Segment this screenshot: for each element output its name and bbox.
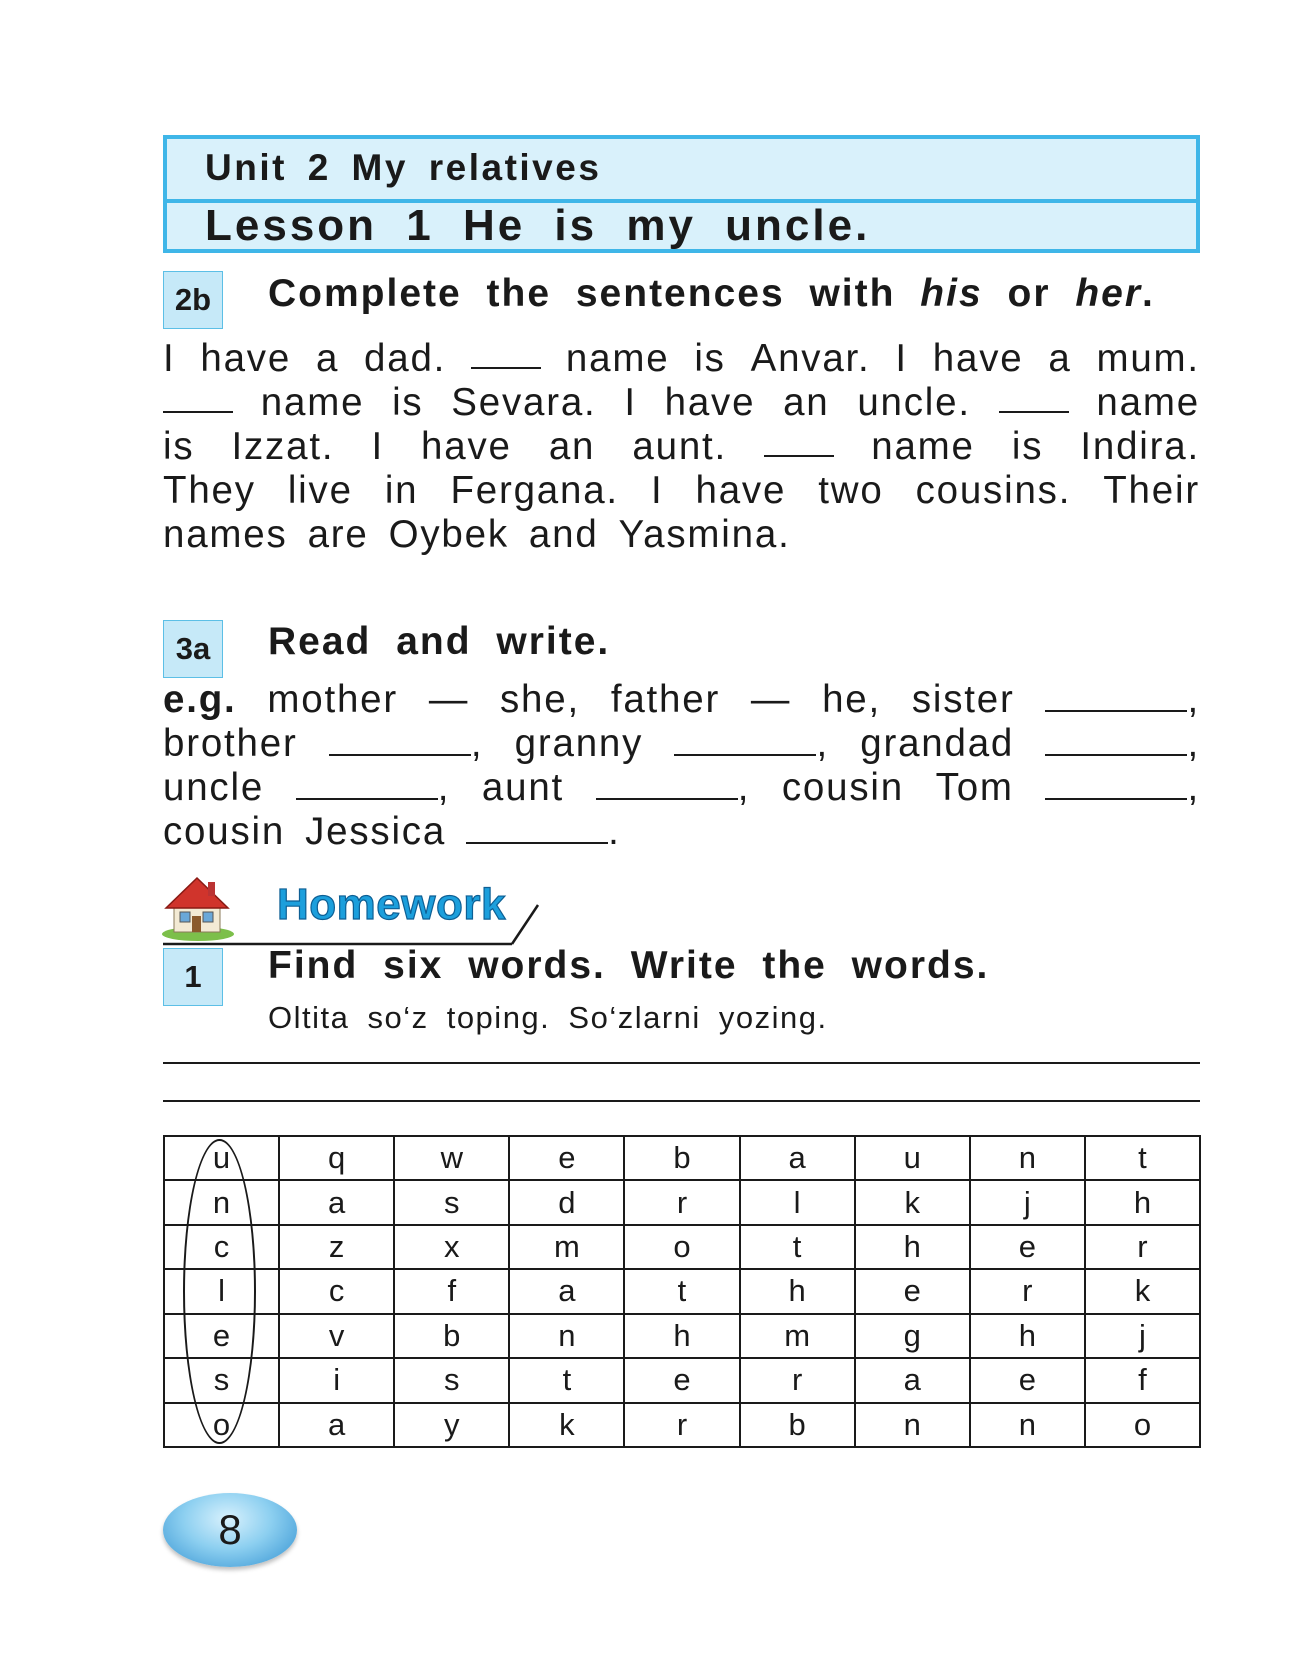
paragraph-line [163, 722, 1200, 766]
grid-cell[interactable]: c [279, 1269, 394, 1313]
word: cousins. [915, 469, 1072, 512]
word: is [163, 425, 195, 468]
word: have [695, 469, 787, 512]
word: is [1011, 425, 1044, 468]
word: sister [911, 678, 1015, 721]
grid-cell[interactable]: t [740, 1225, 855, 1269]
grid-cell[interactable]: u [855, 1136, 970, 1180]
answer-blank[interactable] [596, 768, 738, 800]
word: two [818, 469, 884, 512]
grid-cell[interactable]: d [509, 1180, 624, 1224]
grid-cell[interactable]: t [624, 1269, 739, 1313]
paragraph-line [163, 337, 1200, 381]
word: — [428, 678, 470, 721]
word: They [163, 469, 256, 512]
exercise-number-1: 1 [163, 948, 223, 1006]
writing-line[interactable] [163, 1062, 1200, 1064]
title-text: . [1142, 272, 1155, 315]
answer-blank[interactable] [1045, 680, 1187, 712]
exercise-subtitle-1: Oltita so‘z toping. So‘zlarni yozing. [268, 1000, 828, 1035]
word: I [163, 337, 176, 380]
grid-cell[interactable]: w [394, 1136, 509, 1180]
word: Sevara. [451, 381, 597, 424]
title-text: or [982, 272, 1076, 315]
house-icon [162, 878, 234, 941]
grid-cell[interactable]: j [1085, 1314, 1200, 1358]
paragraph-line [163, 766, 1200, 810]
comma: , [1187, 766, 1200, 809]
word: have [664, 381, 756, 424]
grid-cell[interactable]: i [279, 1358, 394, 1402]
grid-row [164, 1136, 1200, 1180]
grid-cell[interactable]: k [509, 1403, 624, 1447]
word: have [200, 337, 292, 380]
word-search-grid [163, 1135, 1201, 1448]
word: name [260, 381, 365, 424]
grid-cell[interactable]: a [509, 1269, 624, 1313]
word: name [871, 425, 975, 468]
grid-cell[interactable]: s [394, 1358, 509, 1402]
grid-cell[interactable]: e [970, 1358, 1085, 1402]
grid-cell[interactable]: b [394, 1314, 509, 1358]
word: cousin [781, 766, 904, 809]
unit-title: Unit 2 My relatives [167, 139, 1196, 203]
word: have [932, 337, 1024, 380]
grid-cell[interactable]: e [970, 1225, 1085, 1269]
word: grandad [860, 722, 1015, 765]
word: an [783, 381, 830, 424]
grid-cell[interactable]: x [394, 1225, 509, 1269]
grid-cell[interactable]: h [740, 1269, 855, 1313]
word: I [624, 381, 637, 424]
answer-blank[interactable] [466, 812, 608, 844]
grid-cell[interactable]: g [855, 1314, 970, 1358]
word: uncle [163, 766, 265, 809]
grid-cell[interactable]: m [740, 1314, 855, 1358]
comma: , [816, 722, 829, 765]
word: dad. [364, 337, 447, 380]
word: I [371, 425, 384, 468]
word: and [528, 513, 599, 556]
title-his: his [920, 272, 983, 315]
grid-cell[interactable]: j [970, 1180, 1085, 1224]
grid-cell[interactable]: b [624, 1136, 739, 1180]
word: brother [163, 722, 298, 765]
exercise-number-2b: 2b [163, 271, 223, 329]
grid-cell[interactable]: s [394, 1180, 509, 1224]
answer-blank[interactable] [764, 425, 834, 457]
comma: , [470, 722, 484, 765]
grid-cell[interactable]: r [740, 1358, 855, 1402]
grid-cell[interactable]: t [509, 1358, 624, 1402]
grid-cell[interactable]: n [855, 1403, 970, 1447]
grid-cell[interactable]: e [624, 1358, 739, 1402]
grid-cell[interactable]: k [1085, 1269, 1200, 1313]
grid-cell[interactable]: s [164, 1358, 279, 1402]
homework-banner [160, 868, 580, 948]
grid-cell[interactable]: l [164, 1269, 279, 1313]
grid-cell[interactable]: r [624, 1180, 739, 1224]
grid-row [164, 1314, 1200, 1358]
exercise-3a-text [163, 678, 1200, 854]
grid-cell[interactable]: a [855, 1358, 970, 1402]
grid-cell[interactable]: a [279, 1403, 394, 1447]
grid-cell[interactable]: f [1085, 1358, 1200, 1402]
word: Yasmina. [618, 513, 791, 556]
word: Fergana. [450, 469, 619, 512]
title-her: her [1075, 272, 1143, 315]
grid-cell[interactable]: q [279, 1136, 394, 1180]
homework-title: Homework [277, 880, 506, 929]
grid-cell[interactable]: h [1085, 1180, 1200, 1224]
word: Anvar. [750, 337, 871, 380]
grid-cell[interactable]: h [970, 1314, 1085, 1358]
word: an [548, 425, 596, 468]
paragraph-line [163, 381, 1200, 425]
word: mum. [1096, 337, 1200, 380]
word: I [650, 469, 664, 512]
word: father [610, 678, 721, 721]
lesson-title: Lesson 1 He is my uncle. [205, 201, 871, 250]
word: uncle. [857, 381, 971, 424]
grid-cell[interactable]: r [624, 1403, 739, 1447]
grid-cell[interactable]: z [279, 1225, 394, 1269]
paragraph-line [163, 469, 1200, 513]
comma: , [737, 766, 751, 809]
word: a [1048, 337, 1072, 380]
grid-cell[interactable]: n [509, 1314, 624, 1358]
period: . [608, 810, 621, 853]
grid-cell[interactable]: h [855, 1225, 970, 1269]
grid-cell[interactable]: e [509, 1136, 624, 1180]
grid-row [164, 1358, 1200, 1402]
grid-row [164, 1269, 1200, 1313]
grid-cell[interactable]: m [509, 1225, 624, 1269]
word: Oybek [388, 513, 509, 556]
word: granny [514, 722, 644, 765]
grid-cell[interactable]: c [164, 1225, 279, 1269]
exercise-title-1: Find six words. Write the words. [268, 944, 990, 987]
word: Izzat. [231, 425, 335, 468]
grid-row [164, 1180, 1200, 1224]
grid-cell[interactable]: e [855, 1269, 970, 1313]
word: he, [822, 678, 881, 721]
grid-cell[interactable]: r [1085, 1225, 1200, 1269]
word: is [392, 381, 424, 424]
answer-blank[interactable] [163, 381, 233, 413]
grid-cell[interactable]: y [394, 1403, 509, 1447]
answer-blank[interactable] [1045, 768, 1187, 800]
comma: , [1187, 678, 1200, 721]
word: Indira. [1080, 425, 1200, 468]
grid-cell[interactable]: o [164, 1403, 279, 1447]
answer-blank[interactable] [674, 724, 816, 756]
exercise-title-2b [268, 272, 1155, 316]
word: Jessica [305, 810, 447, 853]
word: live [287, 469, 353, 512]
grid-cell[interactable]: u [164, 1136, 279, 1180]
grid-cell[interactable]: v [279, 1314, 394, 1358]
exercise-number-3a: 3a [163, 620, 223, 678]
title-text: Complete the sentences with [268, 272, 921, 315]
answer-blank[interactable] [999, 381, 1069, 413]
exercise-2b-paragraph [163, 337, 1200, 557]
paragraph-line [163, 678, 1200, 722]
word: is [694, 337, 726, 380]
word: Tom [935, 766, 1014, 809]
paragraph-line [163, 810, 1200, 854]
grid-row [164, 1225, 1200, 1269]
word: Their [1103, 469, 1200, 512]
grid-cell[interactable]: a [740, 1136, 855, 1180]
grid-cell[interactable]: t [1085, 1136, 1200, 1180]
grid-cell[interactable]: e [164, 1314, 279, 1358]
word: name [1096, 381, 1200, 424]
word: I [895, 337, 908, 380]
word: are [307, 513, 369, 556]
word: names [163, 513, 288, 556]
grid-cell[interactable]: o [624, 1225, 739, 1269]
page-number: 8 [163, 1493, 297, 1567]
word: she, [500, 678, 580, 721]
grid-cell[interactable]: n [164, 1180, 279, 1224]
word: mother [267, 678, 398, 721]
word: cousin [163, 810, 286, 853]
answer-blank[interactable] [329, 724, 471, 756]
writing-line[interactable] [163, 1100, 1200, 1102]
word: — [750, 678, 792, 721]
answer-blank[interactable] [1045, 724, 1187, 756]
grid-cell[interactable]: k [855, 1180, 970, 1224]
word: have [421, 425, 512, 468]
word: a [315, 337, 340, 380]
paragraph-line [163, 513, 1200, 557]
grid-cell[interactable]: h [624, 1314, 739, 1358]
exercise-title-3a: Read and write. [268, 620, 611, 663]
example-label: e.g. [163, 678, 237, 721]
paragraph-line [163, 425, 1200, 469]
comma: , [437, 766, 451, 809]
word: aunt [481, 766, 565, 809]
answer-blank[interactable] [471, 337, 541, 369]
grid-cell[interactable]: n [970, 1136, 1085, 1180]
grid-cell[interactable]: r [970, 1269, 1085, 1313]
grid-cell[interactable]: b [740, 1403, 855, 1447]
grid-cell[interactable]: n [970, 1403, 1085, 1447]
word: in [384, 469, 419, 512]
grid-cell[interactable]: l [740, 1180, 855, 1224]
comma: , [1187, 722, 1200, 765]
answer-blank[interactable] [296, 768, 438, 800]
grid-row [164, 1403, 1200, 1447]
grid-cell[interactable]: f [394, 1269, 509, 1313]
unit-header [163, 135, 1200, 253]
grid-cell[interactable]: a [279, 1180, 394, 1224]
word: aunt. [632, 425, 728, 468]
grid-cell[interactable]: o [1085, 1403, 1200, 1447]
word: name [565, 337, 670, 380]
